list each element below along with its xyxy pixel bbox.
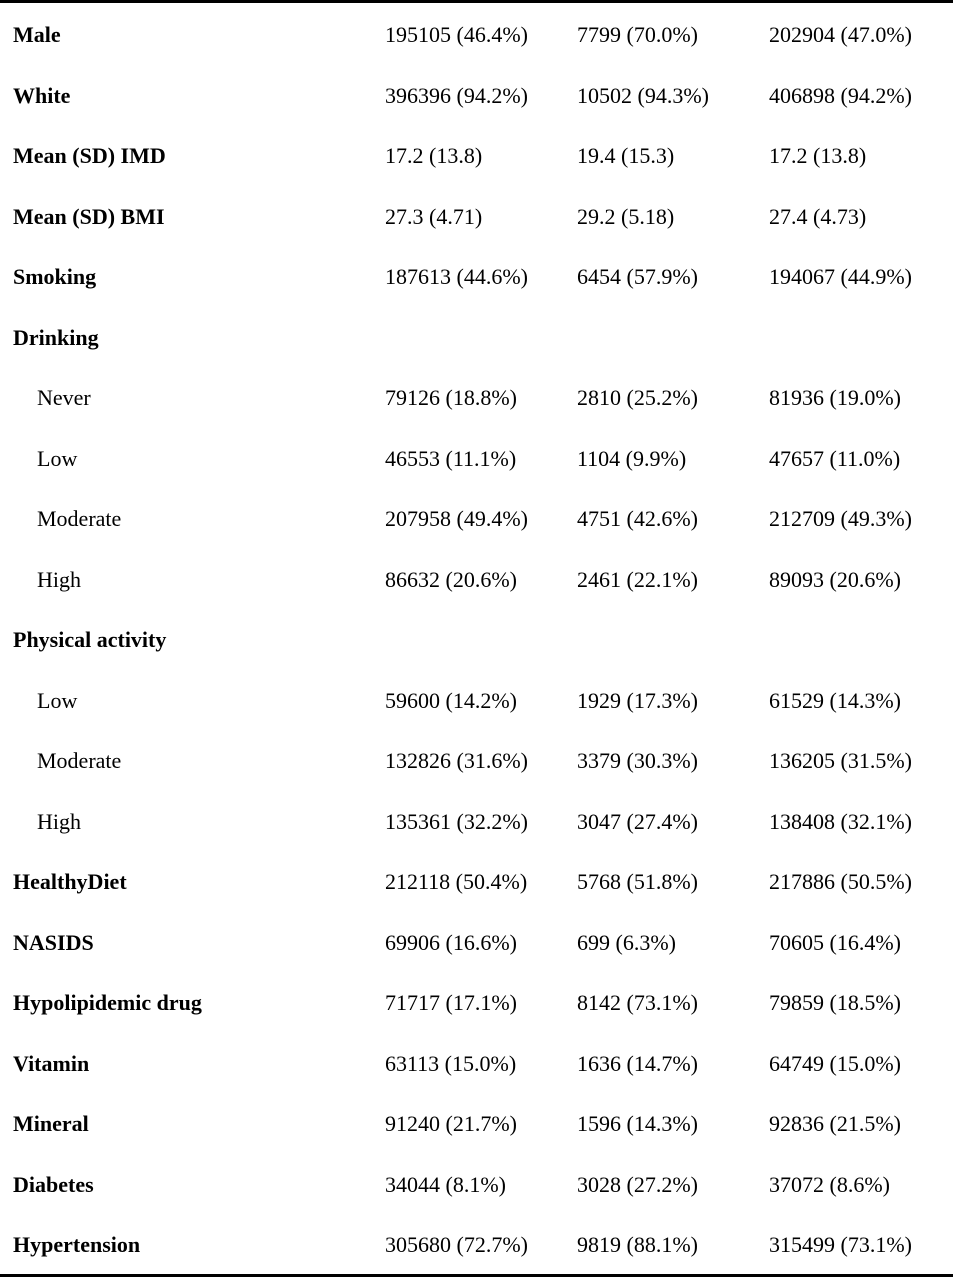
row-sublabel: Moderate (37, 506, 122, 532)
row-sublabel: Moderate (37, 748, 122, 774)
table-row (0, 429, 953, 490)
value-cell: 3028 (27.2%) (577, 1171, 698, 1197)
table-row (0, 852, 953, 913)
value-cell: 19.4 (15.3) (577, 143, 675, 169)
value-cell (385, 610, 577, 671)
table-row (0, 66, 953, 127)
value-cell: 194067 (44.9%) (769, 264, 912, 290)
value-cell: 29.2 (5.18) (577, 203, 675, 229)
table-row (0, 550, 953, 611)
value-cell: 61529 (14.3%) (769, 687, 901, 713)
row-label: White (13, 82, 71, 108)
row-label: Physical activity (13, 627, 167, 653)
value-cell: 92836 (21.5%) (769, 1111, 901, 1137)
value-cell: 1636 (14.7%) (577, 1050, 698, 1076)
value-cell (577, 610, 769, 671)
value-cell: 699 (6.3%) (577, 929, 676, 955)
value-cell: 396396 (94.2%) (385, 82, 528, 108)
value-cell: 81936 (19.0%) (769, 385, 901, 411)
value-cell: 132826 (31.6%) (385, 748, 528, 774)
value-cell: 9819 (88.1%) (577, 1232, 698, 1258)
value-cell: 17.2 (13.8) (769, 143, 867, 169)
table-row (0, 610, 953, 671)
row-sublabel: Low (37, 687, 78, 713)
row-label: Male (13, 22, 61, 48)
row-sublabel: High (37, 808, 81, 834)
value-cell: 6454 (57.9%) (577, 264, 698, 290)
value-cell: 91240 (21.7%) (385, 1111, 517, 1137)
row-label: Drinking (13, 324, 99, 350)
value-cell: 79859 (18.5%) (769, 990, 901, 1016)
table-row (0, 731, 953, 792)
value-cell: 71717 (17.1%) (385, 990, 517, 1016)
table-row (0, 1215, 953, 1276)
table-row (0, 671, 953, 732)
value-cell: 207958 (49.4%) (385, 506, 528, 532)
row-label: Hypolipidemic drug (13, 990, 202, 1016)
row-sublabel: Never (37, 385, 91, 411)
value-cell: 79126 (18.8%) (385, 385, 517, 411)
table-row (0, 247, 953, 308)
value-cell (769, 610, 953, 671)
value-cell: 27.3 (4.71) (385, 203, 483, 229)
value-cell: 10502 (94.3%) (577, 82, 709, 108)
table-row (0, 126, 953, 187)
value-cell: 86632 (20.6%) (385, 566, 517, 592)
row-label: Diabetes (13, 1171, 94, 1197)
value-cell: 217886 (50.5%) (769, 869, 912, 895)
table-top-rule (0, 0, 953, 3)
value-cell: 89093 (20.6%) (769, 566, 901, 592)
value-cell: 1104 (9.9%) (577, 445, 687, 471)
table-row (0, 1034, 953, 1095)
value-cell: 138408 (32.1%) (769, 808, 912, 834)
row-label: Vitamin (13, 1050, 90, 1076)
table-row (0, 187, 953, 248)
table-row (0, 5, 953, 66)
row-label: NASIDS (13, 929, 94, 955)
value-cell: 8142 (73.1%) (577, 990, 698, 1016)
value-cell: 70605 (16.4%) (769, 929, 901, 955)
value-cell: 135361 (32.2%) (385, 808, 528, 834)
table-row (0, 1094, 953, 1155)
row-sublabel: High (37, 566, 81, 592)
row-label: Hypertension (13, 1232, 141, 1258)
value-cell: 7799 (70.0%) (577, 22, 698, 48)
row-label: HealthyDiet (13, 869, 127, 895)
value-cell: 195105 (46.4%) (385, 22, 528, 48)
table-row (0, 1155, 953, 1216)
table-row (0, 973, 953, 1034)
value-cell: 187613 (44.6%) (385, 264, 528, 290)
table-row (0, 792, 953, 853)
value-cell: 3047 (27.4%) (577, 808, 698, 834)
value-cell: 3379 (30.3%) (577, 748, 698, 774)
value-cell: 1596 (14.3%) (577, 1111, 698, 1137)
table-bottom-rule (0, 1274, 953, 1277)
value-cell: 212709 (49.3%) (769, 506, 912, 532)
value-cell: 1929 (17.3%) (577, 687, 698, 713)
value-cell: 5768 (51.8%) (577, 869, 698, 895)
value-cell: 2461 (22.1%) (577, 566, 698, 592)
value-cell: 34044 (8.1%) (385, 1171, 506, 1197)
value-cell: 69906 (16.6%) (385, 929, 517, 955)
value-cell: 27.4 (4.73) (769, 203, 867, 229)
value-cell (769, 308, 953, 369)
value-cell: 37072 (8.6%) (769, 1171, 890, 1197)
value-cell: 202904 (47.0%) (769, 22, 912, 48)
value-cell: 64749 (15.0%) (769, 1050, 901, 1076)
table-row (0, 308, 953, 369)
value-cell: 2810 (25.2%) (577, 385, 698, 411)
value-cell: 17.2 (13.8) (385, 143, 483, 169)
row-sublabel: Low (37, 445, 78, 471)
value-cell: 59600 (14.2%) (385, 687, 517, 713)
table-body (0, 5, 953, 1276)
value-cell: 305680 (72.7%) (385, 1232, 528, 1258)
characteristics-table (0, 5, 953, 1276)
table-row (0, 489, 953, 550)
value-cell: 315499 (73.1%) (769, 1232, 912, 1258)
value-cell: 212118 (50.4%) (385, 869, 528, 895)
value-cell: 136205 (31.5%) (769, 748, 912, 774)
table-row (0, 913, 953, 974)
value-cell: 63113 (15.0%) (385, 1050, 517, 1076)
row-label: Smoking (13, 264, 97, 290)
row-label: Mean (SD) IMD (13, 143, 166, 169)
value-cell (385, 308, 577, 369)
row-label: Mean (SD) BMI (13, 203, 165, 229)
value-cell: 46553 (11.1%) (385, 445, 517, 471)
row-label: Mineral (13, 1111, 89, 1137)
table-row (0, 368, 953, 429)
value-cell (577, 308, 769, 369)
value-cell: 47657 (11.0%) (769, 445, 901, 471)
value-cell: 406898 (94.2%) (769, 82, 912, 108)
value-cell: 4751 (42.6%) (577, 506, 698, 532)
